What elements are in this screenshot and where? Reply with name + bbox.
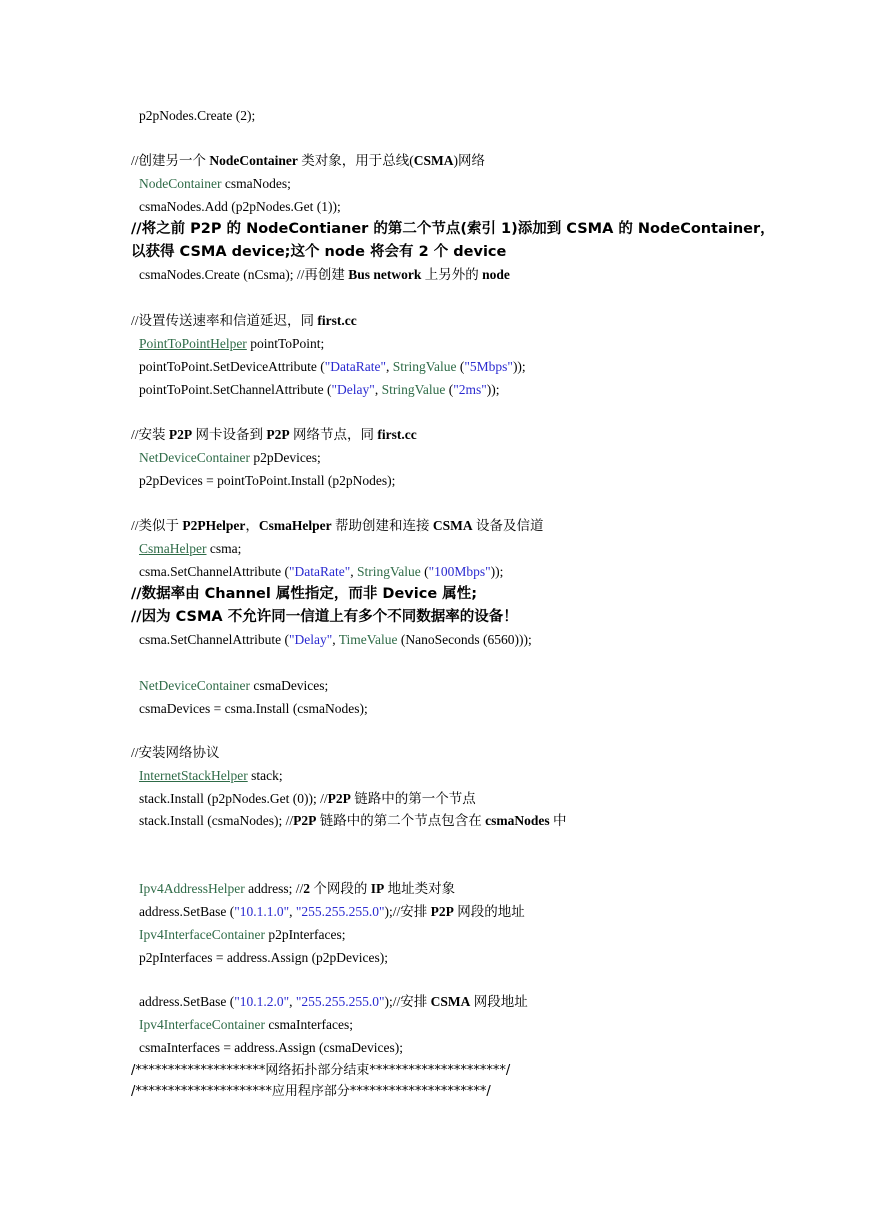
comment-text: //设置传送速率和信道延迟，同: [131, 313, 318, 328]
section-divider: [131, 1083, 491, 1101]
code-line: [139, 381, 499, 399]
comment-text: 类对象，用于总线(: [297, 153, 414, 168]
comment-keyword: P2P: [430, 904, 454, 919]
comment-text: 上另外的: [421, 267, 483, 282]
comment-keyword: NodeContainer: [209, 153, 298, 168]
type-name: NodeContainer: [139, 176, 222, 191]
comment-text: 中: [549, 813, 567, 828]
comment-keyword: first.cc: [317, 313, 357, 328]
code-text: csmaNodes.Create (nCsma); //再创建: [139, 267, 349, 282]
code-text: address; //: [244, 881, 304, 896]
comment-text: 设备及信道: [472, 518, 544, 533]
comment-keyword: CSMA: [413, 153, 454, 168]
code-line: [139, 540, 241, 558]
comment-keyword: 2: [303, 881, 310, 896]
code-text: csmaNodes;: [221, 176, 291, 191]
code-text: ));: [486, 382, 500, 397]
comment-line: [131, 608, 518, 626]
code-line: [139, 335, 324, 353]
comment-keyword: IP: [370, 881, 385, 896]
comment-line: [131, 220, 775, 238]
code-text: ,: [386, 359, 393, 374]
comment-text: 链路中的第二个节点包含在: [316, 813, 486, 828]
code-line: [139, 266, 510, 284]
comment-keyword: node: [482, 267, 510, 282]
comment-text: );//安排: [384, 904, 431, 919]
code-text: (: [445, 382, 454, 397]
code-text: stack.Install (csmaNodes); //: [139, 813, 294, 828]
code-text: stack;: [247, 768, 283, 783]
divider-text: /*********************应用程序部分*********************/: [131, 1084, 491, 1099]
code-line: [139, 790, 476, 808]
code-line: [139, 198, 341, 216]
code-line: [139, 358, 526, 376]
code-line: [139, 903, 525, 921]
comment-line: [131, 152, 485, 170]
comment-line: [131, 312, 357, 330]
code-text: pointToPoint.SetChannelAttribute (: [139, 382, 332, 397]
type-name: NetDeviceContainer: [139, 450, 250, 465]
comment-text: 网卡设备到: [192, 427, 267, 442]
type-name: StringValue: [356, 564, 421, 579]
section-divider: [131, 1062, 510, 1080]
code-text: address.SetBase (: [139, 994, 235, 1009]
code-text: csmaInterfaces;: [264, 1017, 354, 1032]
string-literal: "Delay": [288, 632, 333, 647]
type-link[interactable]: CsmaHelper: [139, 541, 207, 556]
code-text: p2pInterfaces = address.Assign (p2pDevices);: [139, 950, 389, 965]
divider-text: /********************网络拓扑部分结束*********************/: [131, 1063, 511, 1078]
comment-text: //安装: [131, 427, 169, 442]
comment-keyword: CSMA: [432, 518, 473, 533]
code-text: stack.Install (p2pNodes.Get (0)); //: [139, 791, 328, 806]
code-text: ,: [374, 382, 382, 397]
comment-text: //将之前 P2P 的 NodeContianer 的第二个节点(索引 1)添加到 CSMA 的 NodeContainer，: [131, 221, 775, 237]
comment-line: [131, 517, 543, 535]
string-literal: "255.255.255.0": [295, 994, 385, 1009]
type-name: TimeValue: [338, 632, 398, 647]
code-line: [139, 107, 255, 125]
comment-keyword: CsmaHelper: [258, 518, 332, 533]
comment-keyword: P2P: [266, 427, 290, 442]
comment-text: ，: [245, 518, 259, 533]
code-text: pointToPoint.SetDeviceAttribute (: [139, 359, 325, 374]
code-line: [139, 631, 532, 649]
comment-keyword: Bus network: [348, 267, 422, 282]
comment-line: [131, 744, 220, 762]
string-literal: "Delay": [331, 382, 375, 397]
code-text: csmaDevices = csma.Install (csmaNodes);: [139, 701, 368, 716]
comment-text: 个网段的: [309, 881, 371, 896]
comment-text: //安装网络协议: [131, 745, 220, 760]
code-text: csmaInterfaces = address.Assign (csmaDevices);: [139, 1040, 404, 1055]
code-text: csma.SetChannelAttribute (: [139, 632, 289, 647]
comment-keyword: P2P: [168, 427, 193, 442]
comment-text: 帮助创建和连接: [331, 518, 433, 533]
type-name: Ipv4InterfaceContainer: [139, 1017, 265, 1032]
code-text: csma.SetChannelAttribute (: [139, 564, 289, 579]
comment-text: 以获得 CSMA device;这个 node 将会有 2 个 device: [131, 244, 507, 260]
comment-keyword: P2P: [327, 791, 351, 806]
code-line: [139, 449, 321, 467]
code-text: ,: [289, 904, 296, 919]
code-text: ,: [350, 564, 357, 579]
code-text: ));: [512, 359, 526, 374]
type-name: Ipv4AddressHelper: [139, 881, 245, 896]
type-name: StringValue: [381, 382, 446, 397]
code-line: [139, 812, 566, 830]
string-literal: "10.1.2.0": [234, 994, 290, 1009]
code-line: [139, 880, 455, 898]
comment-text: //因为 CSMA 不允许同一信道上有多个不同数据率的设备！: [131, 609, 518, 625]
comment-text: 地址类对象: [384, 881, 456, 896]
code-line: [139, 472, 395, 490]
type-name: Ipv4InterfaceContainer: [139, 927, 265, 942]
code-line: [139, 1039, 403, 1057]
comment-keyword: P2PHelper: [182, 518, 246, 533]
comment-text: );//安排: [384, 994, 431, 1009]
comment-text: 网段的地址: [453, 904, 525, 919]
comment-keyword: csmaNodes: [485, 813, 550, 828]
string-literal: "2ms": [453, 382, 487, 397]
code-text: (: [420, 564, 429, 579]
type-name: NetDeviceContainer: [139, 678, 250, 693]
comment-line: [131, 426, 417, 444]
code-text: p2pDevices = pointToPoint.Install (p2pNodes);: [139, 473, 396, 488]
code-text: (NanoSeconds (6560)));: [397, 632, 532, 647]
code-text: csmaNodes.Add (p2pNodes.Get (1));: [139, 199, 341, 214]
code-line: [139, 767, 283, 785]
code-line: [139, 949, 388, 967]
code-text: ));: [490, 564, 504, 579]
code-line: [139, 677, 328, 695]
string-literal: "5Mbps": [464, 359, 513, 374]
string-literal: "10.1.1.0": [234, 904, 290, 919]
comment-text: //类似于: [131, 518, 183, 533]
code-line: [139, 993, 528, 1011]
code-text: p2pNodes.Create (2);: [139, 108, 256, 123]
code-text: (: [456, 359, 465, 374]
string-literal: "DataRate": [288, 564, 351, 579]
code-text: address.SetBase (: [139, 904, 235, 919]
comment-text: //创建另一个: [131, 153, 210, 168]
comment-text: )网络: [453, 153, 486, 168]
code-text: p2pInterfaces;: [264, 927, 346, 942]
comment-text: 链路中的第一个节点: [350, 791, 476, 806]
comment-text: //数据率由 Channel 属性指定，而非 Device 属性;: [131, 586, 478, 602]
comment-text: 网段地址: [470, 994, 528, 1009]
code-line: [139, 926, 346, 944]
comment-text: 网络节点，同: [289, 427, 378, 442]
string-literal: "255.255.255.0": [295, 904, 385, 919]
code-text: pointToPoint;: [246, 336, 325, 351]
comment-keyword: first.cc: [377, 427, 417, 442]
type-name: StringValue: [392, 359, 457, 374]
code-line: [139, 1016, 353, 1034]
comment-line: [131, 243, 506, 261]
comment-keyword: CSMA: [430, 994, 471, 1009]
code-line: [139, 563, 503, 581]
code-text: ,: [332, 632, 339, 647]
code-line: [139, 700, 368, 718]
code-text: csma;: [206, 541, 242, 556]
comment-line: [131, 585, 477, 603]
string-literal: "DataRate": [324, 359, 387, 374]
comment-keyword: P2P: [293, 813, 317, 828]
code-text: csmaDevices;: [249, 678, 329, 693]
type-link[interactable]: InternetStackHelper: [139, 768, 248, 783]
code-text: p2pDevices;: [249, 450, 321, 465]
type-link[interactable]: PointToPointHelper: [139, 336, 247, 351]
string-literal: "100Mbps": [428, 564, 491, 579]
code-text: ,: [289, 994, 296, 1009]
code-line: [139, 175, 291, 193]
